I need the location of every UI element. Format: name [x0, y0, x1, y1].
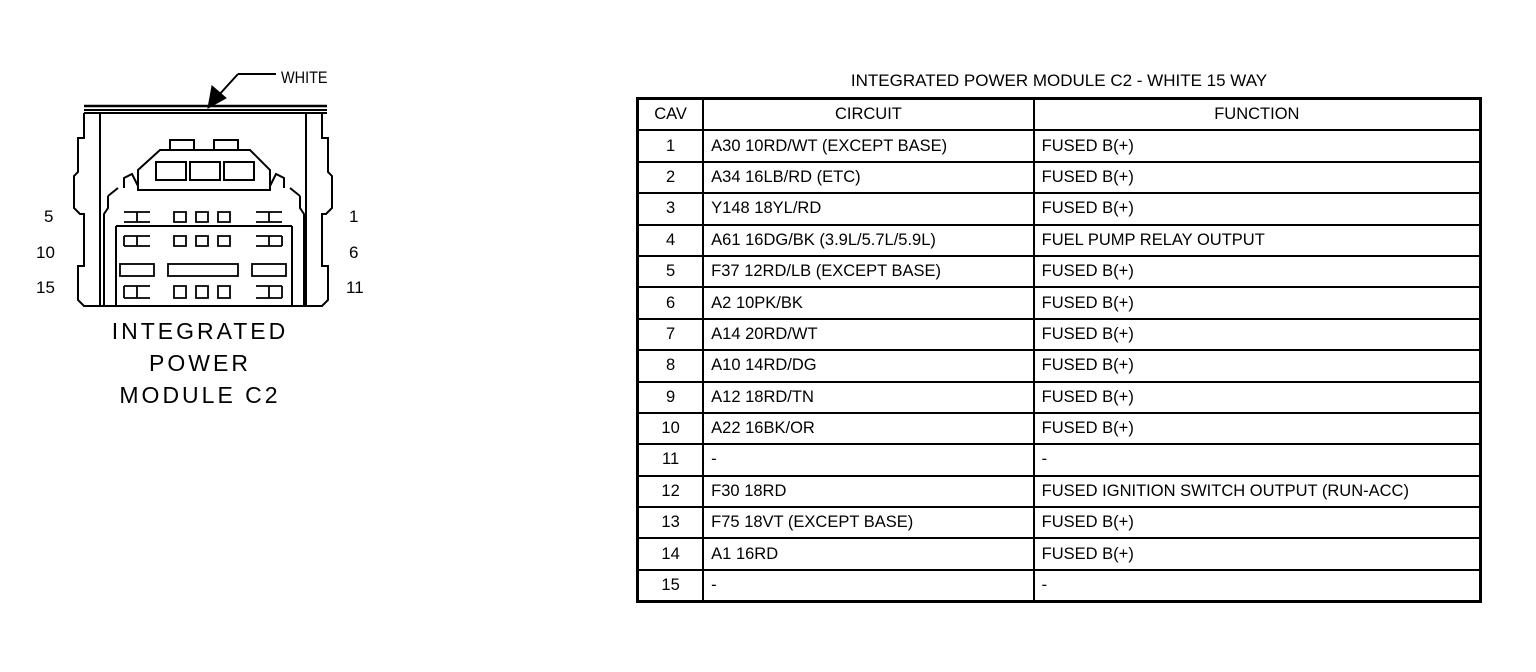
- table-row: [638, 225, 1481, 256]
- cav-cell: 8: [638, 350, 704, 381]
- pinout-table: [636, 97, 1482, 603]
- circuit-cell: A30 10RD/WT (EXCEPT BASE): [703, 130, 1034, 161]
- circuit-cell: A34 16LB/RD (ETC): [703, 162, 1034, 193]
- circuit-cell: F75 18VT (EXCEPT BASE): [703, 507, 1034, 538]
- connector-latch: [124, 140, 284, 190]
- circuit-cell: A61 16DG/BK (3.9L/5.7L/5.9L): [703, 225, 1034, 256]
- table-row: [638, 444, 1481, 475]
- table-title: INTEGRATED POWER MODULE C2 - WHITE 15 WAY: [850, 71, 1268, 90]
- cav-cell: 15: [638, 570, 704, 602]
- function-cell: -: [1034, 444, 1481, 475]
- cav-cell: 9: [638, 382, 704, 413]
- function-cell: FUSED B(+): [1034, 162, 1481, 193]
- circuit-cell: F37 12RD/LB (EXCEPT BASE): [703, 256, 1034, 287]
- circuit-cell: A10 14RD/DG: [703, 350, 1034, 381]
- table-row: [638, 570, 1481, 602]
- table-row: [638, 287, 1481, 318]
- table-row: [638, 538, 1481, 569]
- function-cell: FUSED B(+): [1034, 319, 1481, 350]
- circuit-cell: F30 18RD: [703, 476, 1034, 507]
- table-row: [638, 413, 1481, 444]
- table-row: [638, 130, 1481, 161]
- function-cell: -: [1034, 570, 1481, 602]
- circuit-cell: A12 18RD/TN: [703, 382, 1034, 413]
- cav-cell: 4: [638, 225, 704, 256]
- header-function: FUNCTION: [1034, 99, 1481, 131]
- pin-number-10: 10: [36, 243, 55, 262]
- connector-housing-outline: [74, 113, 332, 306]
- function-cell: FUSED B(+): [1034, 193, 1481, 224]
- function-cell: FUSED B(+): [1034, 538, 1481, 569]
- function-cell: FUSED B(+): [1034, 287, 1481, 318]
- cav-cell: 12: [638, 476, 704, 507]
- module-name-line-2: POWER: [149, 350, 251, 376]
- cav-cell: 1: [638, 130, 704, 161]
- table-row: [638, 476, 1481, 507]
- cavity-block-outline: [104, 188, 304, 306]
- circuit-cell: Y148 18YL/RD: [703, 193, 1034, 224]
- cav-cell: 14: [638, 538, 704, 569]
- module-name-line-3: MODULE C2: [119, 382, 281, 408]
- function-cell: FUSED B(+): [1034, 413, 1481, 444]
- cav-cell: 10: [638, 413, 704, 444]
- table-header-row: [638, 99, 1481, 131]
- cav-cell: 11: [638, 444, 704, 475]
- circuit-cell: A1 16RD: [703, 538, 1034, 569]
- table-row: [638, 193, 1481, 224]
- circuit-cell: -: [703, 444, 1034, 475]
- pin-number-1: 1: [349, 207, 359, 226]
- color-leader-arrow: [208, 74, 276, 108]
- function-cell: FUSED IGNITION SWITCH OUTPUT (RUN-ACC): [1034, 476, 1481, 507]
- cav-cell: 3: [638, 193, 704, 224]
- table-row: [638, 319, 1481, 350]
- function-cell: FUSED B(+): [1034, 382, 1481, 413]
- table-row: [638, 162, 1481, 193]
- cav-cell: 5: [638, 256, 704, 287]
- connector-color-label: WHITE: [281, 68, 328, 87]
- circuit-cell: A22 16BK/OR: [703, 413, 1034, 444]
- table-row: [638, 382, 1481, 413]
- function-cell: FUSED B(+): [1034, 130, 1481, 161]
- connector-top-rim: [84, 106, 327, 113]
- cav-cell: 6: [638, 287, 704, 318]
- table-row: [638, 350, 1481, 381]
- cavity-row-2: [124, 236, 282, 246]
- function-cell: FUSED B(+): [1034, 507, 1481, 538]
- header-cav: CAV: [638, 99, 704, 131]
- pin-number-6: 6: [349, 243, 359, 262]
- function-cell: FUSED B(+): [1034, 256, 1481, 287]
- module-name-line-1: INTEGRATED: [111, 318, 289, 344]
- header-circuit: CIRCUIT: [703, 99, 1034, 131]
- pin-number-15: 15: [36, 278, 55, 297]
- function-cell: FUSED B(+): [1034, 350, 1481, 381]
- pin-number-11: 11: [346, 278, 364, 297]
- cav-cell: 7: [638, 319, 704, 350]
- cav-cell: 13: [638, 507, 704, 538]
- function-cell: FUEL PUMP RELAY OUTPUT: [1034, 225, 1481, 256]
- circuit-cell: A14 20RD/WT: [703, 319, 1034, 350]
- circuit-cell: -: [703, 570, 1034, 602]
- cavity-row-3: [120, 264, 286, 298]
- circuit-cell: A2 10PK/BK: [703, 287, 1034, 318]
- cav-cell: 2: [638, 162, 704, 193]
- table-body: [638, 130, 1481, 601]
- table-row: [638, 507, 1481, 538]
- table-row: [638, 256, 1481, 287]
- pin-number-5: 5: [44, 207, 54, 226]
- cavity-row-1: [124, 212, 282, 222]
